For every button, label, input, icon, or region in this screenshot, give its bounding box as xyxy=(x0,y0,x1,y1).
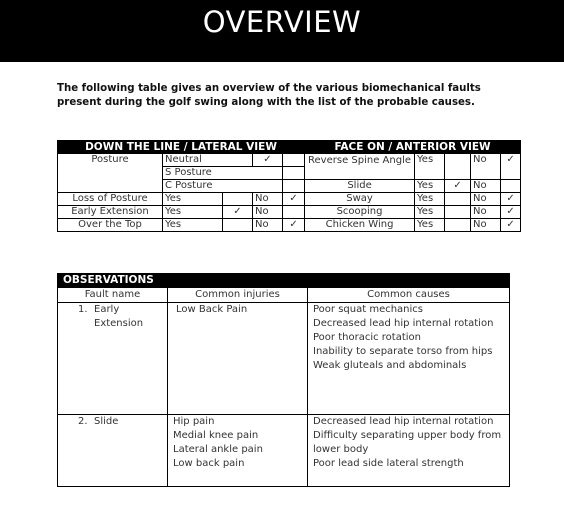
fault-cell: Chicken Wing xyxy=(305,219,415,232)
table-row xyxy=(58,193,521,206)
cause-item: Difficulty separating upper body from lower body xyxy=(313,430,502,455)
tick-cell: ✓ xyxy=(283,193,305,206)
fault-cell: Over the Top xyxy=(58,219,163,232)
no-cell: No xyxy=(253,206,283,219)
no-cell: No xyxy=(471,219,501,232)
tick-cell xyxy=(283,154,305,167)
tick-cell xyxy=(283,167,305,180)
cause-item: Poor thoracic rotation xyxy=(313,332,421,343)
fault-cell: Posture xyxy=(58,154,163,193)
yes-cell: Yes xyxy=(415,206,445,219)
fault-name-line: Extension xyxy=(94,318,144,329)
fault-name-line: Early xyxy=(94,304,120,315)
tick-cell: ✓ xyxy=(501,219,521,232)
fault-cell: Sway xyxy=(305,193,415,206)
tick-cell: ✓ xyxy=(223,206,253,219)
tick-cell xyxy=(445,193,471,206)
option-cell: C Posture xyxy=(163,180,283,193)
table-row xyxy=(58,415,510,487)
intro-paragraph: The following table gives an overview of the various biomechanical faults present during the golf swing along with the list of the probable causes. xyxy=(57,83,481,108)
views-header-row xyxy=(58,141,521,154)
injury-item: Hip pain xyxy=(173,416,215,427)
fault-cell: Scooping xyxy=(305,206,415,219)
column-header: Common injuries xyxy=(168,288,308,303)
observations-column-row xyxy=(58,288,510,303)
column-header: Common causes xyxy=(308,288,510,303)
fault-cell: Loss of Posture xyxy=(58,193,163,206)
fault-cell: Early Extension xyxy=(58,206,163,219)
observations-table xyxy=(57,273,510,487)
cause-item: Poor squat mechanics xyxy=(313,304,424,315)
cause-item: Inability to separate torso from hips xyxy=(313,346,493,357)
fault-name: Slide xyxy=(94,416,119,427)
tick-cell: ✓ xyxy=(501,154,521,180)
cause-item: Decreased lead hip internal rotation xyxy=(313,318,494,329)
injury-item: Lateral ankle pain xyxy=(173,444,263,455)
fault-number: 2. xyxy=(78,416,88,427)
lateral-view-header: DOWN THE LINE / LATERAL VIEW xyxy=(58,141,305,154)
views-table xyxy=(57,140,521,232)
no-cell: No xyxy=(471,154,501,180)
option-cell: Yes xyxy=(163,206,223,219)
page-title: OVERVIEW xyxy=(202,5,362,39)
causes-cell xyxy=(308,303,510,415)
injury-item: Medial knee pain xyxy=(173,430,259,441)
tick-cell xyxy=(223,193,253,206)
tick-cell: ✓ xyxy=(501,193,521,206)
yes-cell: Yes xyxy=(415,180,445,193)
tick-cell xyxy=(501,180,521,193)
anterior-view-header: FACE ON / ANTERIOR VIEW xyxy=(305,141,521,154)
option-cell: S Posture xyxy=(163,167,283,180)
no-cell: No xyxy=(471,206,501,219)
fault-cell: Slide xyxy=(305,180,415,193)
tick-cell: ✓ xyxy=(445,180,471,193)
option-cell: Yes xyxy=(163,193,223,206)
tick-cell xyxy=(445,154,471,180)
tick-cell: ✓ xyxy=(283,219,305,232)
injury-item: Low back pain xyxy=(173,458,245,469)
observations-header: OBSERVATIONS xyxy=(58,274,510,288)
yes-cell: Yes xyxy=(415,154,445,180)
no-cell: No xyxy=(253,219,283,232)
tick-cell xyxy=(283,180,305,193)
fault-cell: Reverse Spine Angle xyxy=(305,154,415,180)
table-row xyxy=(58,219,521,232)
cause-item: Decreased lead hip internal rotation xyxy=(313,416,494,427)
cause-item: Poor lead side lateral strength xyxy=(313,458,464,469)
injury-item: Low Back Pain xyxy=(176,304,248,315)
fault-name-cell xyxy=(58,415,168,487)
fault-name-cell xyxy=(58,303,168,415)
injuries-cell xyxy=(168,303,308,415)
table-row xyxy=(58,206,521,219)
tick-cell xyxy=(445,219,471,232)
yes-cell: Yes xyxy=(415,193,445,206)
fault-number: 1. xyxy=(78,304,88,315)
no-cell: No xyxy=(253,193,283,206)
cause-item: Weak gluteals and abdominals xyxy=(313,360,467,371)
causes-cell xyxy=(308,415,510,487)
tick-cell xyxy=(283,206,305,219)
no-cell: No xyxy=(471,193,501,206)
tick-cell: ✓ xyxy=(501,206,521,219)
tick-cell xyxy=(445,206,471,219)
yes-cell: Yes xyxy=(415,219,445,232)
injuries-cell xyxy=(168,415,308,487)
fault-name xyxy=(94,303,143,331)
tick-cell: ✓ xyxy=(253,154,283,167)
option-cell: Neutral xyxy=(163,154,253,167)
column-header: Fault name xyxy=(58,288,168,303)
table-row xyxy=(58,154,521,167)
no-cell: No xyxy=(471,180,501,193)
title-banner xyxy=(0,0,564,62)
table-row xyxy=(58,303,510,415)
option-cell: Yes xyxy=(163,219,223,232)
tick-cell xyxy=(223,219,253,232)
